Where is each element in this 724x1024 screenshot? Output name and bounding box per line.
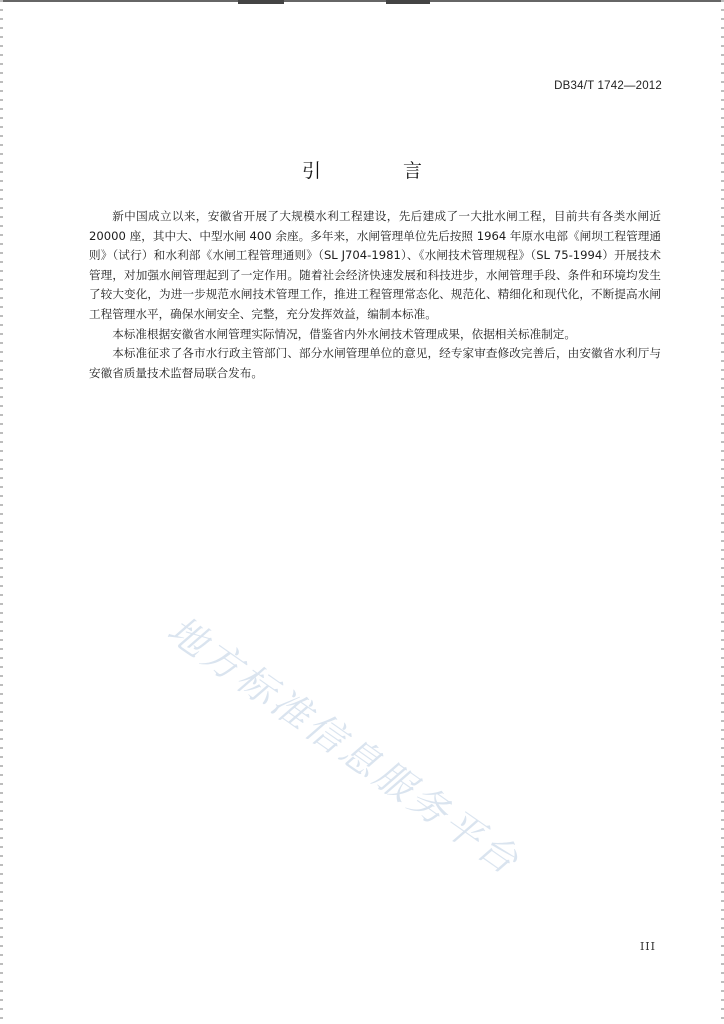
watermark: 地方标准信息服务平台 <box>159 607 529 885</box>
body-text <box>89 207 661 383</box>
scan-top-mark <box>238 0 284 4</box>
paragraph: 新中国成立以来，安徽省开展了大规模水利工程建设，先后建成了一大批水闸工程，目前共有各类水闸近 20000 座，其中大、中型水闸 400 余座。多年来，水闸管理单位先后按照 1964 年原水电部《闸坝工程管理通则》（试行）和水利部《水闸工程管理通则》（SL J704-1981）、《水闸技术管理规程》（SL 75-1994）开展技术管理，对加强水闸管理起到了一定作用。随着社会经济快速发展和科技进步，水闸管理手段、条件和环境均发生了较大变化，为进一步规范水闸技术管理工作，推进工程管理常态化、规范化、精细化和现代化，不断提高水闸工程管理水平，确保水闸安全、完整，充分发挥效益，编制本标准。 <box>89 209 661 321</box>
scan-left-edge <box>0 0 3 1024</box>
scan-top-mark <box>386 0 430 4</box>
document-code: DB34/T 1742—2012 <box>554 80 662 92</box>
section-title: 引 言 <box>301 160 461 182</box>
page-number: III <box>639 940 656 953</box>
paragraph: 本标准根据安徽省水闸管理实际情况，借鉴省内外水闸技术管理成果，依据相关标准制定。 <box>112 326 576 341</box>
scan-top-border <box>0 0 724 2</box>
paragraph: 本标准征求了各市水行政主管部门、部分水闸管理单位的意见，经专家审查修改完善后，由安徽省水利厅与安徽省质量技术监督局联合发布。 <box>89 346 661 380</box>
